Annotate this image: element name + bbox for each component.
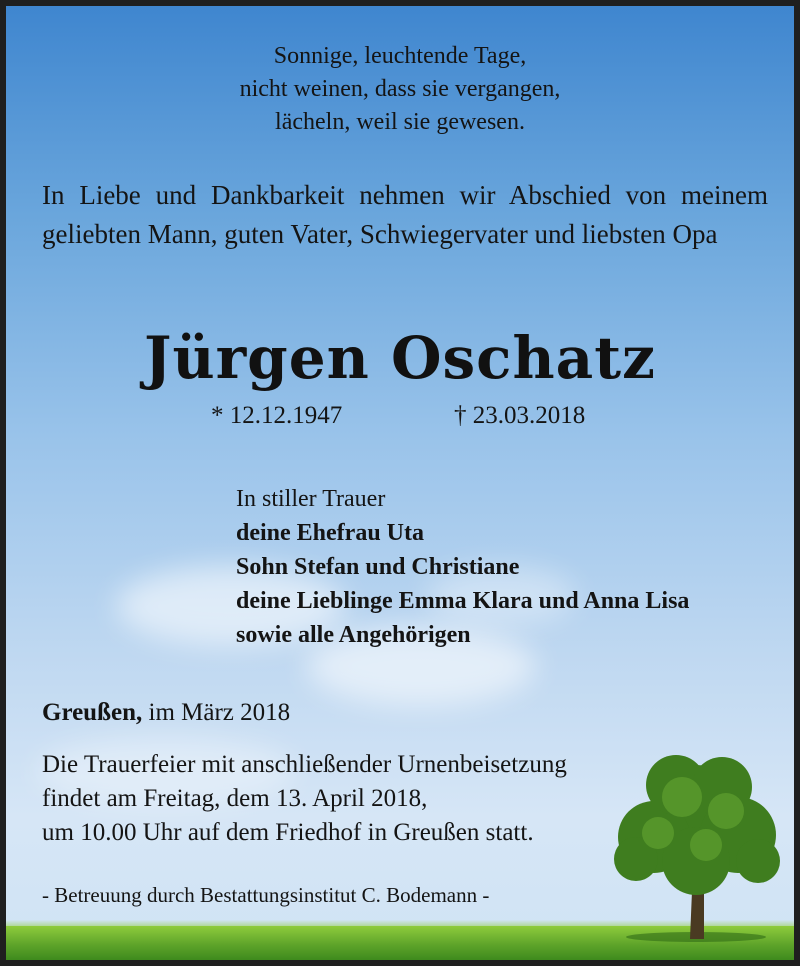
mourning-heading: In stiller Trauer	[236, 486, 386, 512]
place-date-text: im März 2018	[148, 699, 291, 726]
mourner-line: deine Lieblinge Emma Klara und Anna Lisa	[236, 588, 690, 614]
tree-illustration	[586, 741, 800, 946]
mourner-line: deine Ehefrau Uta	[236, 520, 424, 546]
poem-line: nicht weinen, dass sie vergangen,	[239, 76, 561, 102]
place-date	[42, 699, 290, 727]
mourners-block	[236, 482, 689, 652]
birth-date: * 12.12.1947	[211, 402, 343, 429]
poem	[6, 40, 794, 139]
poem-line: Sonnige, leuchtende Tage,	[273, 43, 527, 69]
deceased-name: Jürgen Oschatz	[144, 324, 656, 392]
funeral-home-credit: - Betreuung durch Bestattungsinstitut C. Bodemann -	[42, 883, 490, 907]
farewell-text: In Liebe und Dankbarkeit nehmen wir Abschied von meinem geliebten Mann, guten Vater, Schwiegervater und liebsten Opa	[42, 180, 768, 249]
mourner-line: Sohn Stefan und Christiane	[236, 554, 520, 580]
place-name: Greußen,	[42, 699, 143, 726]
funeral-info	[42, 748, 567, 850]
funeral-line: findet am Freitag, dem 13. April 2018,	[42, 785, 428, 812]
poem-line: lächeln, weil sie gewesen.	[275, 109, 525, 135]
funeral-line: Die Trauerfeier mit anschließender Urnenbeisetzung	[42, 751, 567, 778]
death-date: † 23.03.2018	[454, 402, 586, 429]
funeral-line: um 10.00 Uhr auf dem Friedhof in Greußen statt.	[42, 819, 534, 846]
mourner-line: sowie alle Angehörigen	[236, 622, 471, 648]
